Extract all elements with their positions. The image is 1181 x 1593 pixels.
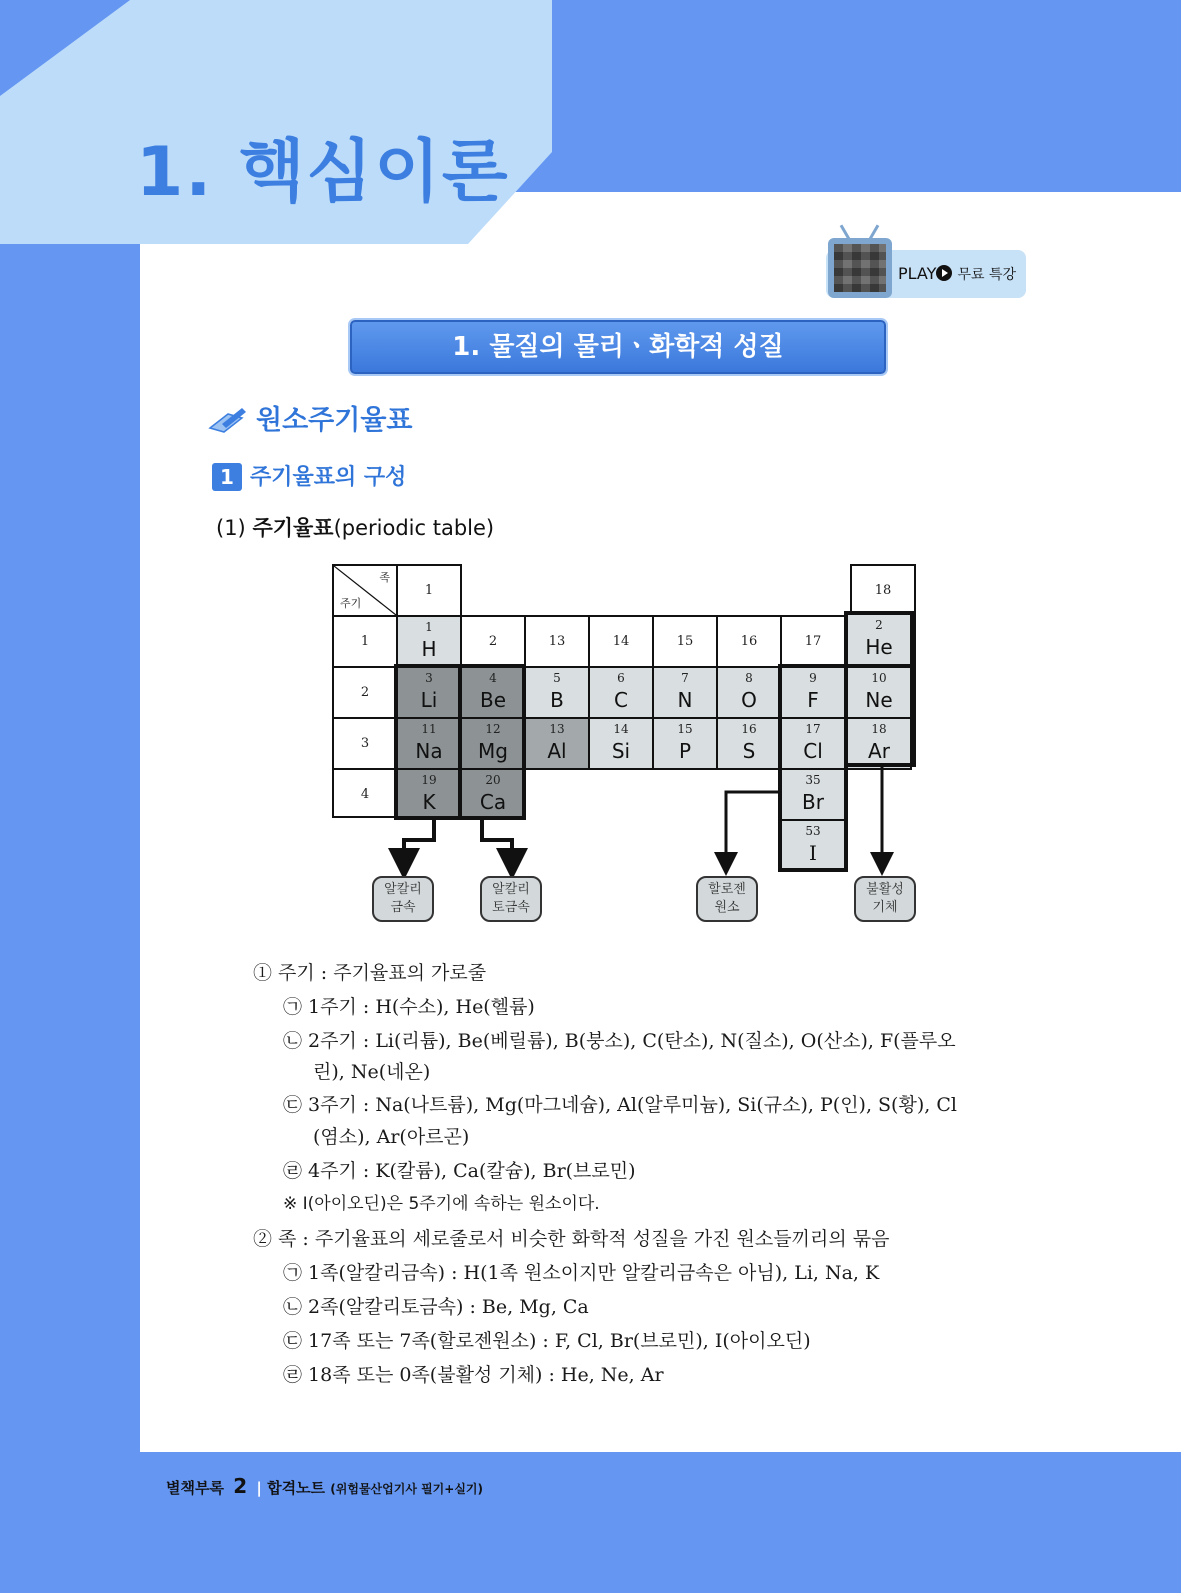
item-title-en: (periodic table): [333, 516, 495, 540]
body-line: ㉢ 3주기 : Na(나트륨), Mg(마그네슘), Al(알루미늄), Si(규소), P(인), S(황), Cl: [283, 1094, 957, 1116]
corner-period-label: 주기: [340, 597, 362, 610]
group-label-2: 2: [460, 615, 526, 668]
element-H: 1 H: [396, 615, 462, 668]
element-Be: 4 Be: [460, 666, 526, 719]
tag-halogen: 할로젠 원소: [696, 876, 758, 922]
group-label-15: 15: [652, 615, 718, 668]
tag-alkali-metal: 알칼리 금속: [372, 876, 434, 922]
period-label-2: 2: [332, 666, 398, 719]
tag-alkaline-earth: 알칼리 토금속: [480, 876, 542, 922]
element-C: 6 C: [588, 666, 654, 719]
body-note: ※ I(아이오딘)은 5주기에 속하는 원소이다.: [283, 1194, 600, 1214]
body-line: ㉣ 4주기 : K(칼륨), Ca(칼슘), Br(브로민): [283, 1160, 636, 1182]
play-label: PLAY: [898, 264, 937, 283]
body-line: ㉠ 1족(알칼리금속) : H(1족 원소이지만 알칼리금속은 아님), Li, Na, K: [283, 1262, 880, 1284]
element-I: 53 I: [780, 819, 846, 872]
body-line: ㉡ 2주기 : Li(리튬), Be(베릴륨), B(붕소), C(탄소), N(질소), O(산소), F(플루오: [283, 1030, 956, 1052]
element-He: 2 He: [844, 611, 914, 668]
group-label-13: 13: [524, 615, 590, 668]
body-line: 린), Ne(네온): [313, 1061, 431, 1083]
element-Cl: 17 Cl: [780, 717, 846, 770]
period-label-1: 1: [332, 615, 398, 668]
body-line: ② 족 : 주기율표의 세로줄로서 비슷한 화학적 성질을 가진 원소들끼리의 묶음: [253, 1228, 890, 1250]
group-label-16: 16: [716, 615, 782, 668]
element-Li: 3 Li: [396, 666, 462, 719]
chapter-title: 1. 핵심이론: [136, 133, 510, 212]
element-Mg: 12 Mg: [460, 717, 526, 770]
body-line: ① 주기 : 주기율표의 가로줄: [253, 962, 487, 984]
element-Ne: 10 Ne: [846, 666, 912, 719]
corner-group-label: 족: [379, 571, 390, 584]
group-label-17: 17: [780, 615, 846, 668]
tag-noble-gas: 불활성 기체: [854, 876, 916, 922]
element-P: 15 P: [652, 717, 718, 770]
footer: 별책부록 2 | 합격노트 (위험물산업기사 필기+실기): [166, 1474, 483, 1498]
period-label-4: 4: [332, 768, 398, 818]
pencil-icon: [208, 406, 248, 434]
group-label-18: 18: [850, 564, 916, 617]
thumbnail-image: [834, 244, 886, 292]
subtitle: [208, 398, 413, 437]
element-Na: 11 Na: [396, 717, 462, 770]
body-line: ㉢ 17족 또는 7족(할로젠원소) : F, Cl, Br(브로민), I(아이오딘): [283, 1330, 811, 1352]
footer-section: 별책부록: [166, 1479, 224, 1497]
lecture-label: 무료 특강: [957, 267, 1017, 283]
section-banner: 1. 물질의 물리ㆍ화학적 성질: [350, 320, 886, 374]
body-line: ㉡ 2족(알칼리토금속) : Be, Mg, Ca: [283, 1296, 589, 1318]
element-Ca: 20 Ca: [460, 768, 526, 818]
play-lecture-button[interactable]: [826, 232, 1026, 298]
subsection-title: 주기율표의 구성: [250, 465, 407, 490]
element-K: 19 K: [396, 768, 462, 818]
element-S: 16 S: [716, 717, 782, 770]
element-Br: 35 Br: [780, 768, 846, 821]
element-B: 5 B: [524, 666, 590, 719]
body-line: ㉠ 1주기 : H(수소), He(헬륨): [283, 996, 535, 1018]
element-Ar: 18 Ar: [846, 717, 912, 770]
subsection-heading: [212, 460, 406, 491]
body-line: ㉣ 18족 또는 0족(불활성 기체) : He, Ne, Ar: [283, 1364, 664, 1386]
element-N: 7 N: [652, 666, 718, 719]
element-F: 9 F: [780, 666, 846, 719]
element-O: 8 O: [716, 666, 782, 719]
group-label-14: 14: [588, 615, 654, 668]
footer-book: 합격노트: [267, 1479, 326, 1497]
group-label-1: 1: [396, 564, 462, 617]
periodic-table: [332, 564, 928, 934]
item-number: (1): [216, 516, 246, 540]
element-Al: 13 Al: [524, 717, 590, 770]
period-label-3: 3: [332, 717, 398, 770]
play-icon: [936, 265, 952, 281]
tv-icon: [828, 238, 892, 298]
page-number: 2: [233, 1474, 248, 1498]
item-title-ko: 주기율표: [252, 516, 334, 540]
footer-subtitle: (위험물산업기사 필기+실기): [330, 1482, 483, 1496]
element-Si: 14 Si: [588, 717, 654, 770]
subtitle-text: 원소주기율표: [256, 405, 413, 436]
subsection-number: 1: [212, 463, 242, 491]
item-heading: [216, 512, 494, 542]
body-line: (염소), Ar(아르곤): [313, 1126, 470, 1148]
